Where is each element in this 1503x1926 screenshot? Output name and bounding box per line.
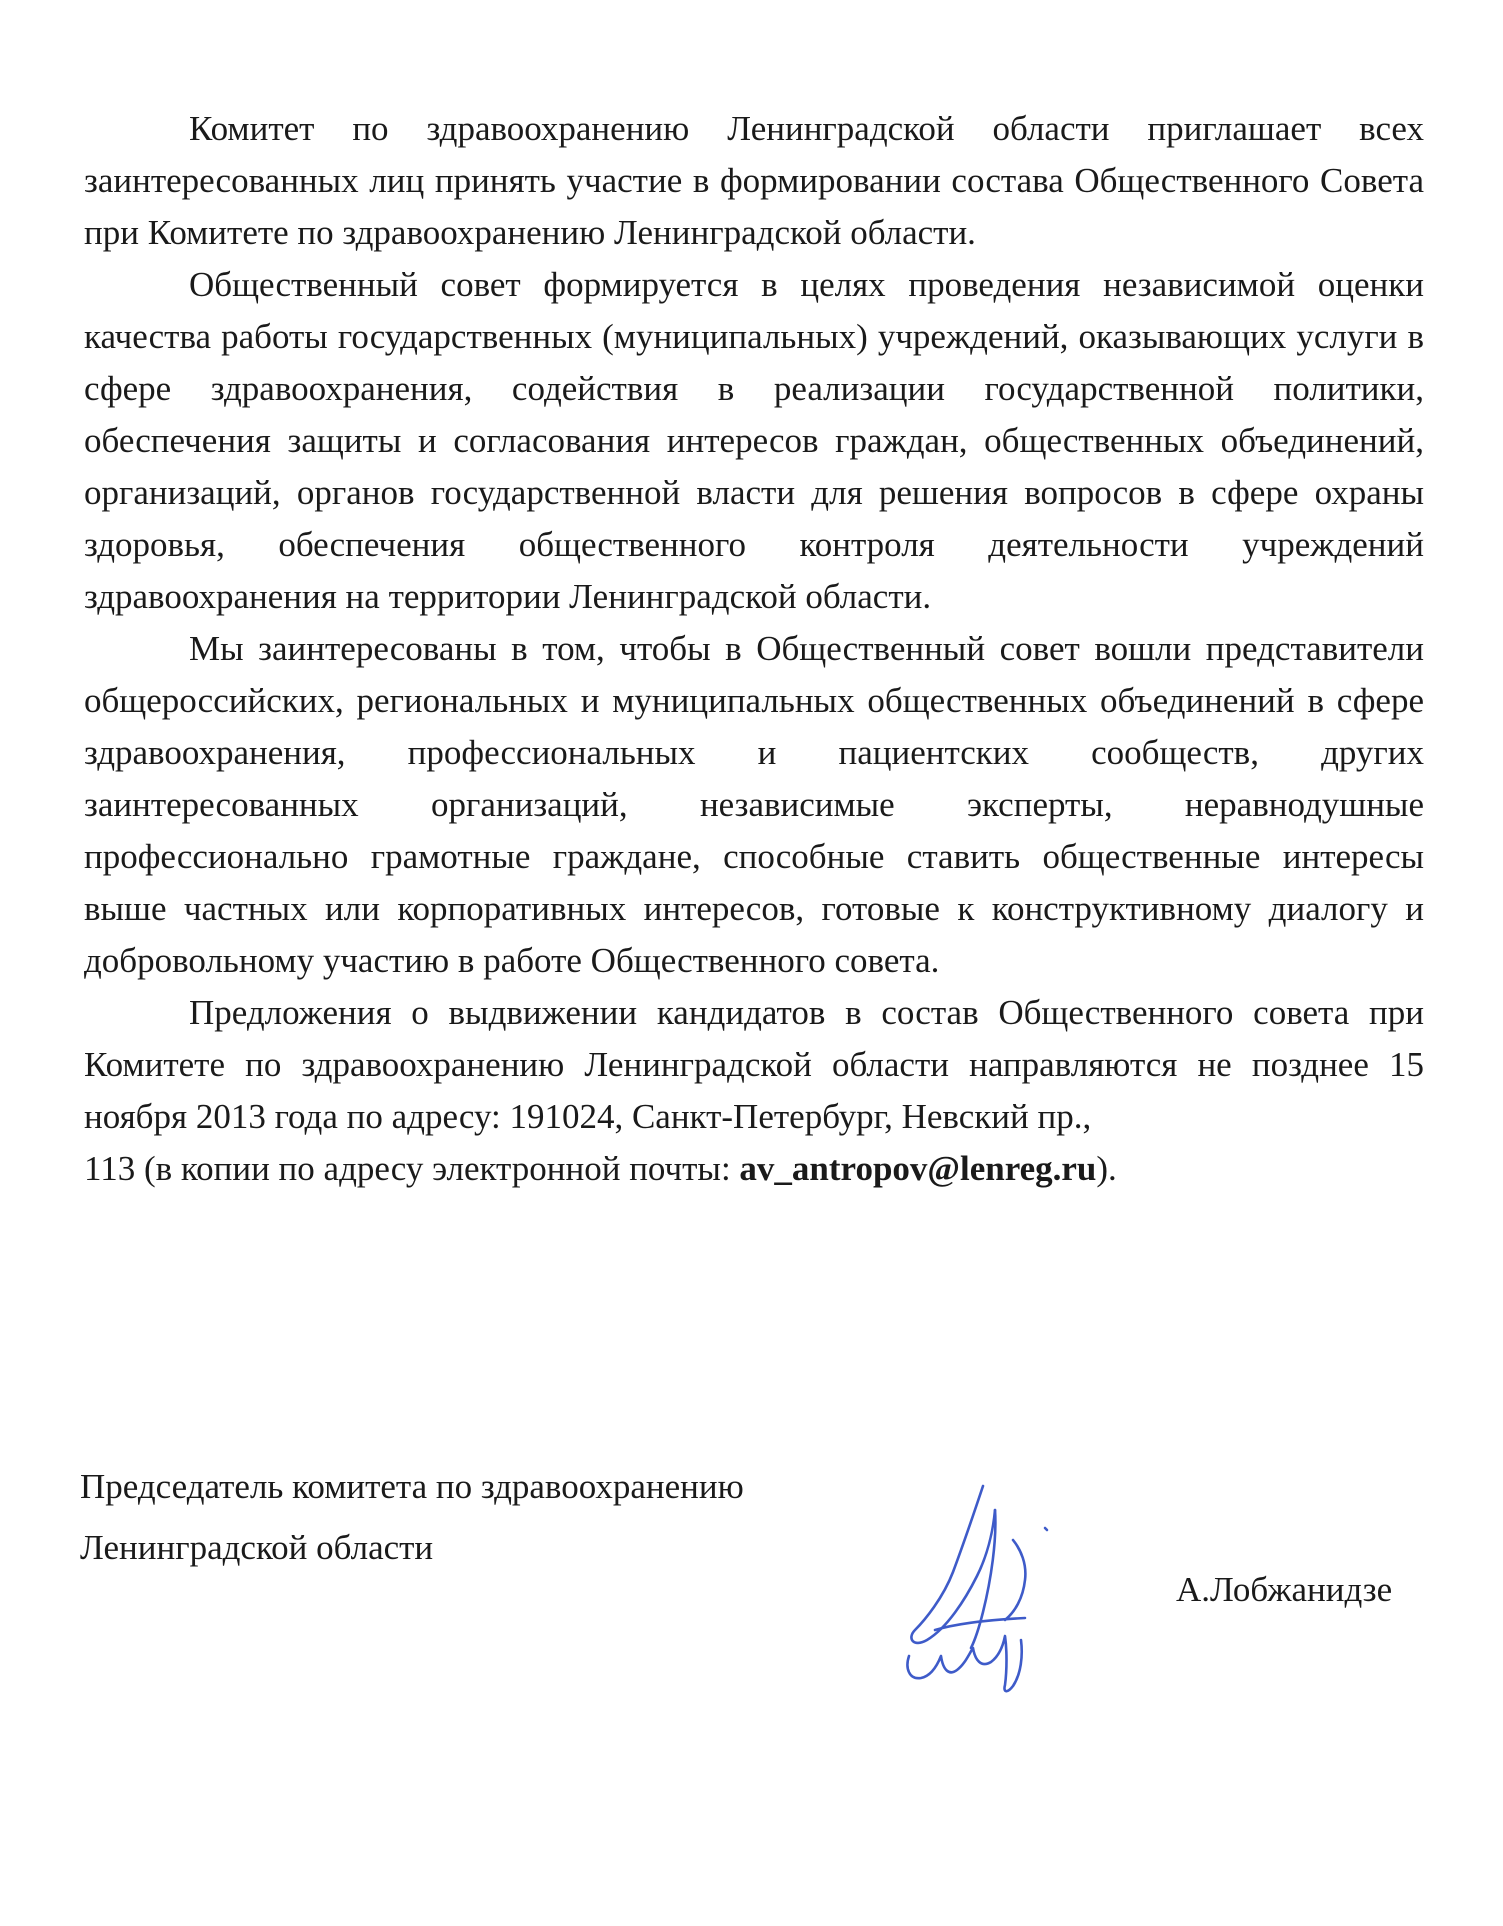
position-line-1: Председатель комитета по здравоохранению	[80, 1467, 744, 1506]
paragraph-contact-line	[84, 1143, 1424, 1195]
email-address: av_antropov@lenreg.ru	[739, 1149, 1097, 1188]
handwritten-signature	[895, 1480, 1070, 1695]
contact-prefix: 113 (в копии по адресу электронной почты:	[84, 1149, 740, 1188]
paragraph-council-purpose: Общественный совет формируется в целях проведения независимой оценки качества работы государственных (муниципальных) учреждений, оказывающих услуги в сфере здравоохранения, содействия в реализации государственной политики, обеспечения защиты и согласования интересов граждан, общественных объединений, организаций, органов государственной власти для решения вопросов в сфере охраны здоровья, обеспечения общественного контроля деятельности учреждений здравоохранения на территории Ленинградской области.	[84, 265, 1424, 616]
letter-body	[84, 103, 1424, 1195]
paragraph-submission-deadline: Предложения о выдвижении кандидатов в состав Общественного совета при Комитете по здравоохранению Ленинградской области направляются не позднее 15 ноября 2013 года по адресу: 191024, Санкт-Петербург, Невский пр.,	[84, 993, 1424, 1136]
signatory-position	[80, 1456, 744, 1578]
contact-suffix: ).	[1096, 1149, 1117, 1188]
position-line-2: Ленинградской области	[80, 1528, 434, 1567]
signatory-name: А.Лобжанидзе	[1176, 1570, 1393, 1609]
paragraph-invitation: Комитет по здравоохранению Ленинградской области приглашает всех заинтересованных лиц принять участие в формировании состава Общественного Совета при Комитете по здравоохранению Ленинградской области.	[84, 109, 1424, 252]
paragraph-desired-members: Мы заинтересованы в том, чтобы в Общественный совет вошли представители общероссийских, региональных и муниципальных общественных объединений в сфере здравоохранения, профессиональных и пациентских сообществ, других заинтересованных организаций, независимые эксперты, неравнодушные профессионально грамотные граждане, способные ставить общественные интересы выше частных или корпоративных интересов, готовые к конструктивному диалогу и добровольному участию в работе Общественного совета.	[84, 629, 1424, 980]
